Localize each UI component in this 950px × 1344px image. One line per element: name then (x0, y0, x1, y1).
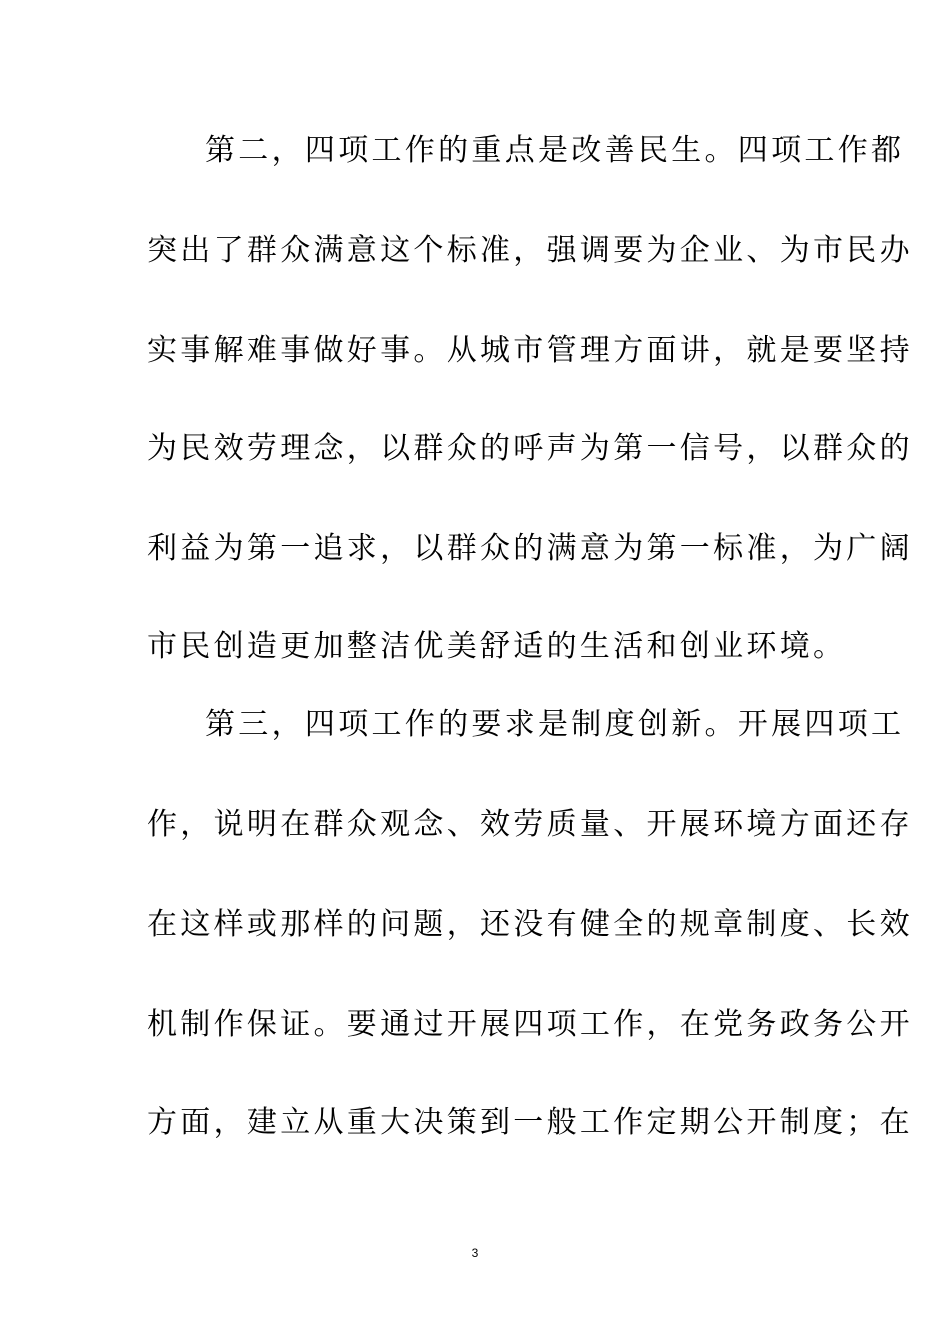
paragraph-2-line-5: 方面，建立从重大决策到一般工作定期公开制度；在 (147, 1105, 913, 1140)
paragraph-2-line-2: 作，说明在群众观念、效劳质量、开展环境方面还存 (147, 807, 913, 842)
paragraph-2-line-4: 机制作保证。要通过开展四项工作，在党务政务公开 (147, 1007, 913, 1042)
page-number: 3 (471, 1246, 479, 1260)
paragraph-2-line-1: 第三，四项工作的要求是制度创新。开展四项工 (205, 707, 905, 742)
paragraph-1-line-2: 突出了群众满意这个标准，强调要为企业、为市民办 (147, 233, 913, 268)
paragraph-1-line-4: 为民效劳理念，以群众的呼声为第一信号，以群众的 (147, 431, 913, 466)
paragraph-1-line-3: 实事解难事做好事。从城市管理方面讲，就是要坚持 (147, 333, 913, 368)
paragraph-1-line-1: 第二，四项工作的重点是改善民生。四项工作都 (205, 133, 905, 168)
paragraph-2-line-3: 在这样或那样的问题，还没有健全的规章制度、长效 (147, 907, 913, 942)
paragraph-1-line-6: 市民创造更加整洁优美舒适的生活和创业环境。 (147, 629, 847, 664)
paragraph-1-line-5: 利益为第一追求，以群众的满意为第一标准，为广阔 (147, 531, 913, 566)
